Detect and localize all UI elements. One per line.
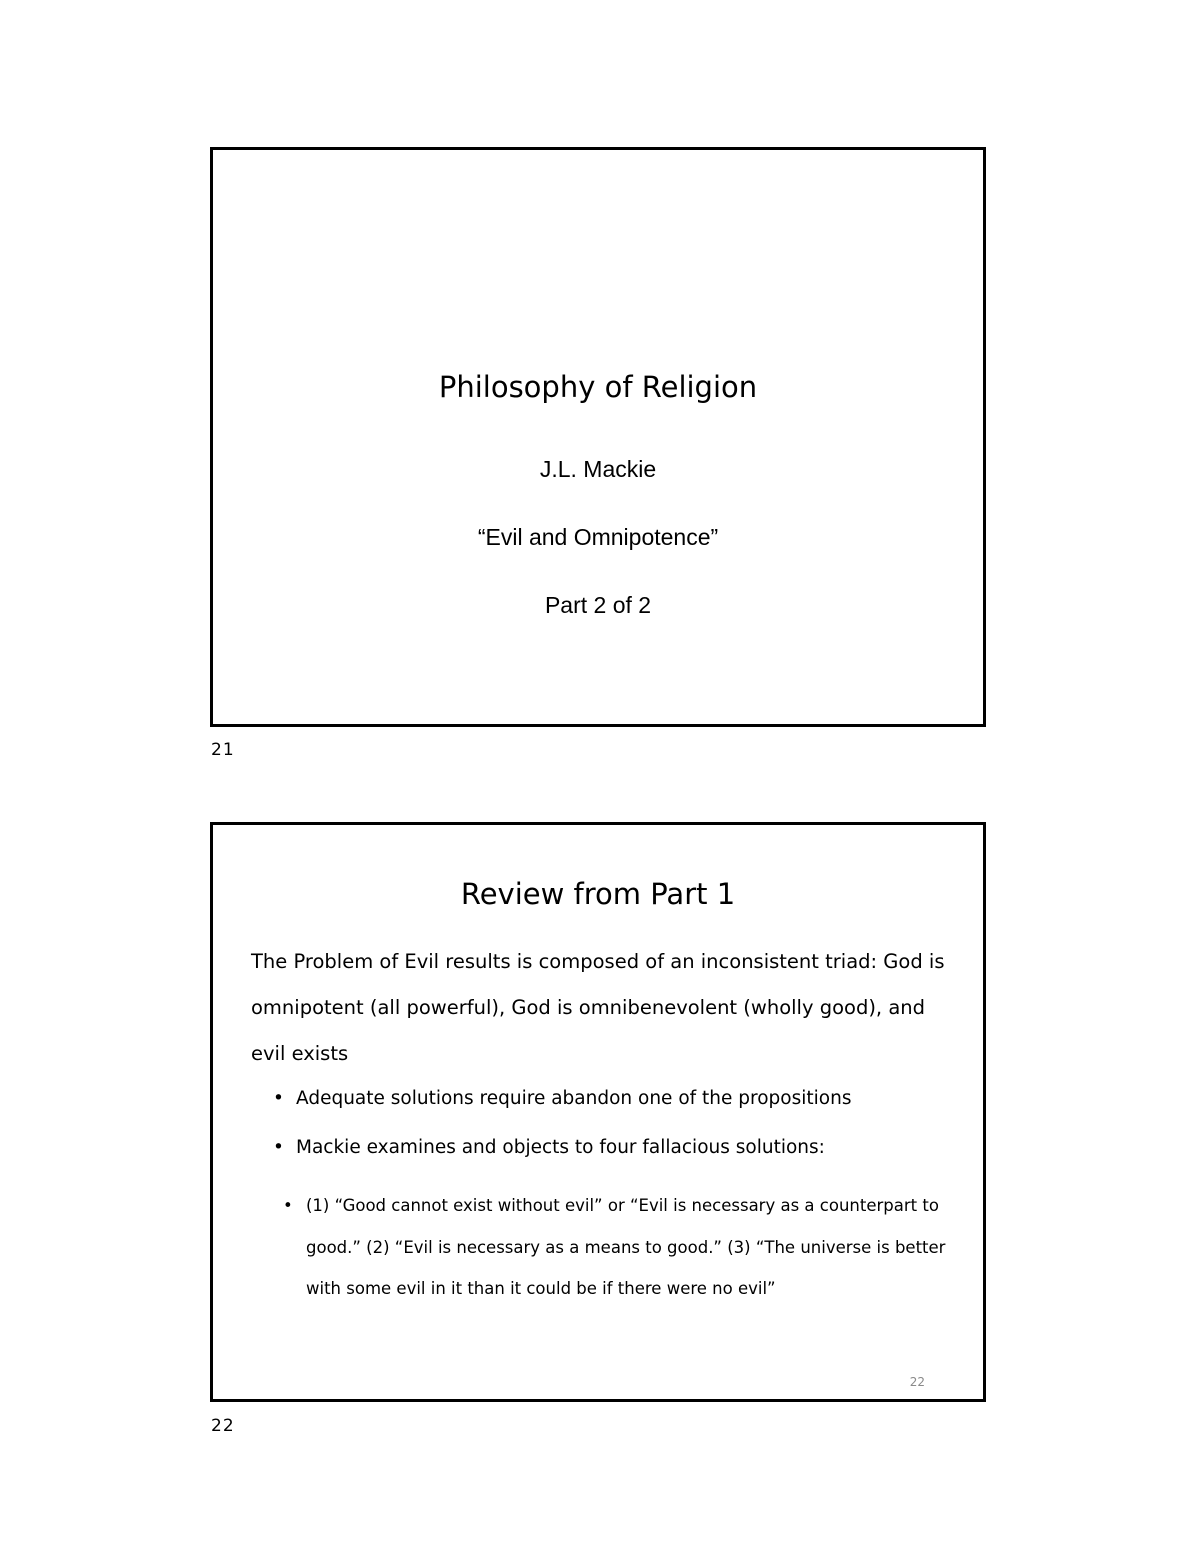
bullet-text: Mackie examines and objects to four fallacious solutions:	[296, 1137, 825, 1158]
bullet-dot-icon: •	[273, 1088, 284, 1109]
sub-bullet-text: (1) “Good cannot exist without evil” or “Evil is necessary as a counterpart to good.” (2) “Evil is necessary as a means to good.” (3) “The universe is better with some evil in it than it could be if there were no evil”	[306, 1196, 946, 1298]
sub-bullet-item	[283, 1185, 953, 1310]
slide-corner-number: 22	[909, 1375, 925, 1389]
page-number: 22	[211, 1416, 235, 1436]
intro-paragraph: The Problem of Evil results is composed of an inconsistent triad: God is omnipotent (all powerful), God is omnibenevolent (wholly good), and evil exists	[251, 950, 945, 1065]
page-number: 21	[211, 740, 235, 760]
bullet-dot-icon: •	[273, 1137, 284, 1158]
slide-21	[210, 147, 986, 727]
slide-title: Review from Part 1	[460, 877, 736, 911]
bullet-item	[273, 1085, 933, 1113]
bullet-text: Adequate solutions require abandon one of the propositions	[296, 1088, 852, 1109]
slide-title: Philosophy of Religion	[438, 370, 758, 404]
bullet-item	[273, 1134, 933, 1162]
slide-22	[210, 822, 986, 1402]
author-name: J.L. Mackie	[539, 456, 657, 482]
bullet-dot-icon: •	[283, 1196, 293, 1215]
work-title: “Evil and Omnipotence”	[477, 524, 719, 550]
part-label: Part 2 of 2	[544, 592, 652, 618]
